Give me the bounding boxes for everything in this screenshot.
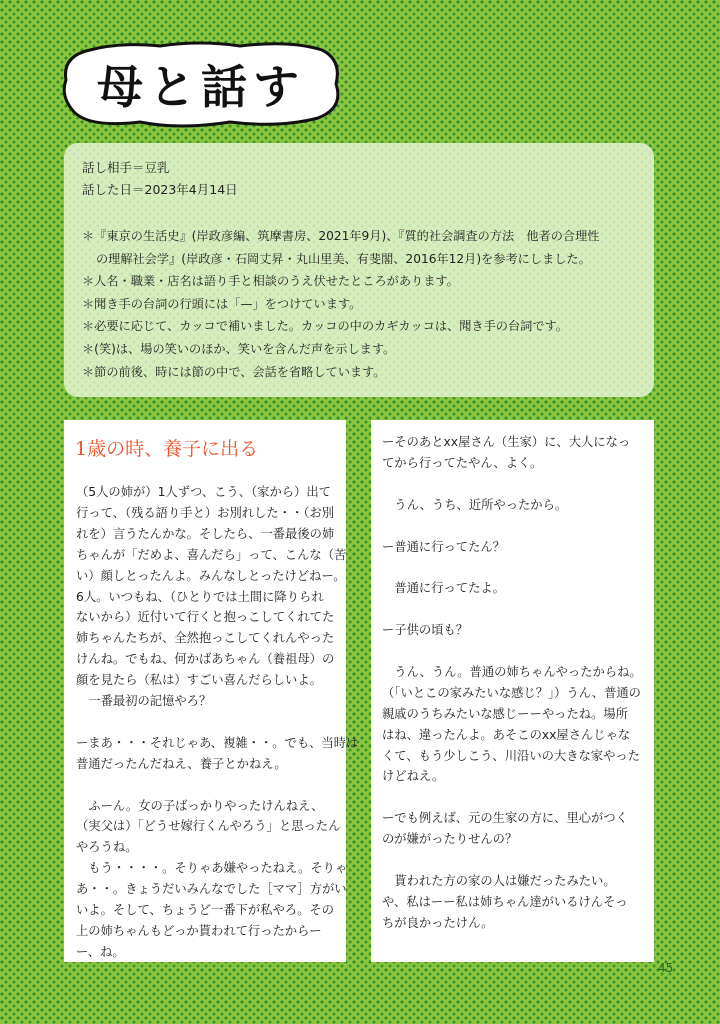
text-line: 普通に行ってたよ。 bbox=[382, 581, 505, 596]
text-line: ーまあ・・・それじゃあ、複雑・・。でも、当時は bbox=[76, 735, 359, 750]
text-line: い）顔しとったんよ。みんなしとったけどねー。 bbox=[76, 568, 346, 583]
text-line: ちゃんが「だめよ、喜んだら」って、こんな（苦 bbox=[76, 547, 347, 562]
text-line: や、私はーー私は姉ちゃん達がいるけんそっ bbox=[382, 894, 628, 909]
text-line: 6人。いつもね、（ひとりでは土間に降りられ bbox=[76, 589, 324, 604]
text-line: くて、もう少しこう、川沿いの大きな家やった bbox=[382, 748, 640, 763]
paragraph-gap bbox=[382, 641, 642, 662]
text-line: ふーん。女の子ばっかりやったけんねえ、 bbox=[76, 798, 324, 813]
text-line: てから行ってたやん、よく。 bbox=[382, 455, 543, 470]
title-badge bbox=[60, 40, 342, 128]
text-line: はね、違ったんよ。あそこのxx屋さんじゃな bbox=[382, 727, 631, 742]
text-line: のが嫌がったりせんの？ bbox=[382, 832, 518, 847]
paragraph-gap bbox=[382, 557, 642, 578]
text-line: ー子供の頃も？ bbox=[382, 623, 469, 638]
paragraph-gap bbox=[76, 712, 358, 733]
right-body-text bbox=[382, 432, 642, 934]
note-line: の理解社会学』(岸政彦・石岡丈昇・丸山里美、有斐閣、2016年12月)を参考にしました。 bbox=[96, 251, 591, 266]
text-line: ないから）近付いて行くと抱っこしてくれてた bbox=[76, 610, 335, 625]
paragraph-gap bbox=[382, 787, 642, 808]
text-line: 貰われた方の家の人は嫌だったみたい。 bbox=[382, 873, 616, 888]
text-line: （「いとこの家みたいな感じ？」）うん、普通の bbox=[382, 685, 641, 700]
text-line: 上の姉ちゃんもどっか貰われて行ったからー bbox=[76, 924, 322, 938]
note-line: ＊『東京の生活史』(岸政彦編、筑摩書房、2021年9月)、『質的社会調査の方法 他者の合理性 bbox=[82, 229, 600, 243]
note-line: ＊必要に応じて、カッコで補いました。カッコの中のカギカッコは、聞き手の台詞です。 bbox=[82, 319, 568, 334]
text-line: 普通だったんだねえ、養子とかねえ。 bbox=[76, 756, 287, 771]
text-line: （5人の姉が）1人ずつ、こう、（家から）出て bbox=[76, 485, 331, 499]
text-line: いよ。そして、ちょうど一番下が私やろ。その bbox=[76, 903, 334, 918]
text-line: 親戚のうちみたいな感じーーやったね。場所 bbox=[382, 706, 628, 721]
text-line: あ・・。きょうだいみんなでした［ママ］方がい bbox=[76, 882, 347, 897]
right-column bbox=[371, 420, 654, 962]
text-line: 顔を見たら（私は）すごい喜んだらしいよ。 bbox=[76, 673, 322, 688]
paragraph-gap bbox=[382, 850, 642, 871]
note-line: ＊聞き手の台詞の行頭には「—」をつけています。 bbox=[82, 296, 362, 311]
page-title: 母と話す bbox=[97, 60, 305, 114]
text-line: ー普通に行ってたん？ bbox=[382, 539, 505, 554]
note-line: ＊節の前後、時には節の中で、会話を省略しています。 bbox=[82, 364, 386, 379]
text-line: れを）言うたんかな。そしたら、一番最後の姉 bbox=[76, 526, 335, 541]
interview-partner: 話し相手＝豆乳 bbox=[82, 160, 170, 175]
left-column bbox=[64, 420, 359, 962]
left-body-text bbox=[76, 482, 358, 963]
paragraph-gap bbox=[382, 599, 642, 620]
info-notes bbox=[82, 225, 642, 383]
info-meta bbox=[82, 157, 238, 201]
text-line: 一番最初の記憶やろ？ bbox=[76, 694, 212, 709]
text-line: ーそのあとxx屋さん（生家）に、大人になっ bbox=[382, 435, 631, 449]
text-line: うん、うち、近所やったから。 bbox=[382, 497, 568, 512]
paragraph-gap bbox=[382, 474, 642, 495]
page-number: 45 bbox=[658, 961, 674, 975]
note-line: ＊(笑)は、場の笑いのほか、笑いを含んだ声を示します。 bbox=[82, 341, 396, 356]
text-line: ーでも例えば、元の生家の方に、里心がつく bbox=[382, 811, 628, 826]
note-line: ＊人名・職業・店名は語り手と相談のうえ伏せたところがあります。 bbox=[82, 274, 459, 289]
text-line: ー、ね。 bbox=[76, 944, 125, 959]
text-line: やろうね。 bbox=[76, 840, 138, 855]
text-line: 姉ちゃんたちが、全然抱っこしてくれんやった bbox=[76, 631, 335, 646]
text-line: （実父は）「どうせ嫁行くんやろう」と思ったん bbox=[76, 819, 341, 834]
paragraph-gap bbox=[76, 775, 358, 796]
paragraph-gap bbox=[382, 516, 642, 537]
section-heading: 1歳の時、養子に出る bbox=[75, 438, 259, 460]
info-panel bbox=[64, 143, 654, 397]
interview-date: 話した日＝2023年4月14日 bbox=[82, 182, 238, 197]
text-line: 行って、（残る語り手と）お別れした・・（お別 bbox=[76, 505, 334, 520]
text-line: ちが良かったけん。 bbox=[382, 915, 494, 930]
text-line: けんね。でもね、何かばあちゃん（養祖母）の bbox=[76, 652, 335, 667]
text-line: うん、うん。普通の姉ちゃんやったからね。 bbox=[382, 664, 642, 679]
text-line: もう・・・・。そりゃあ嫌やったねえ。そりゃ bbox=[76, 861, 348, 876]
text-line: けどねえ。 bbox=[382, 769, 445, 784]
